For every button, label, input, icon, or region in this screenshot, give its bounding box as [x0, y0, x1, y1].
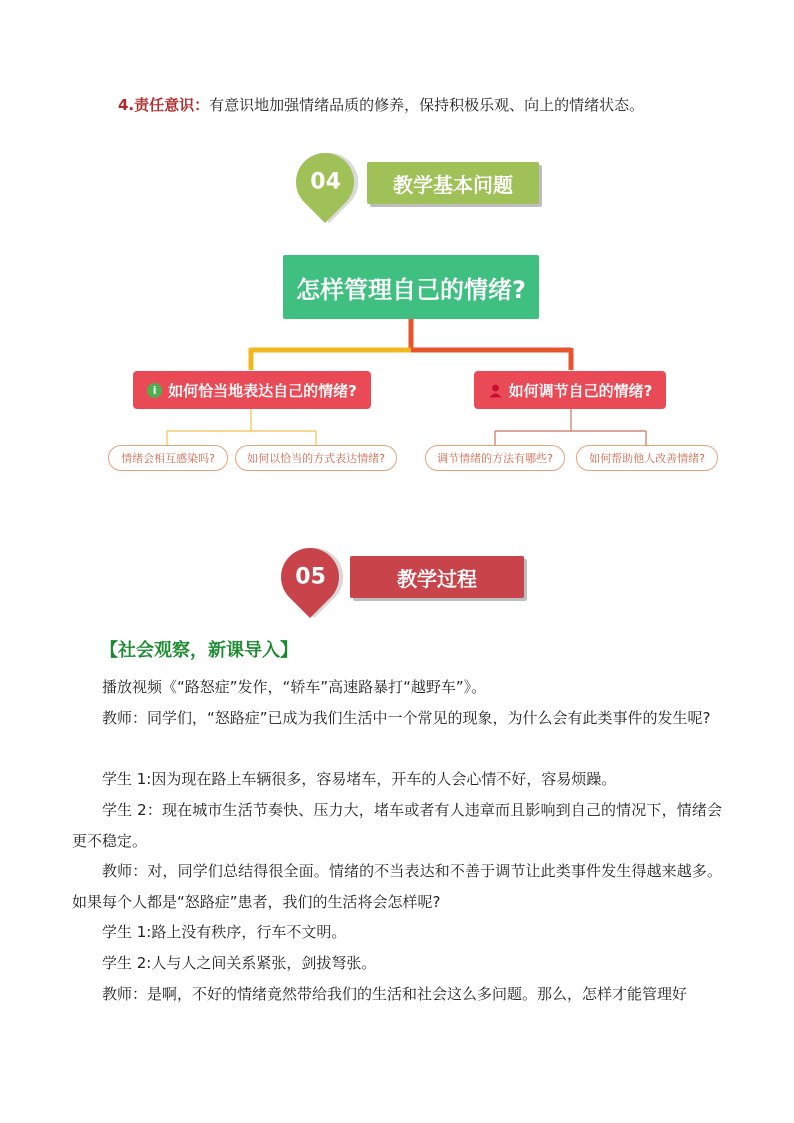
process-paragraph: 学生 1:因为现在路上车辆很多，容易堵车，开车的人会心情不好，容易烦躁。: [102, 770, 617, 788]
objective-label: 4.责任意识：: [118, 96, 210, 114]
sub-question-left: [133, 371, 371, 409]
process-paragraph: 播放视频《“路怒症”发作，“轿车”高速路暴打“越野车”》。: [102, 678, 487, 696]
child-question-text: 如何以恰当的方式表达情绪?: [247, 452, 385, 465]
section-number-badge: [269, 536, 351, 618]
person-icon: [488, 383, 503, 398]
child-question-text: 调节情绪的方法有哪些?: [437, 452, 553, 465]
process-paragraph: 教师：同学们，“怒路症”已成为我们生活中一个常见的现象，为什么会有此类事件的发生呢?: [102, 709, 711, 727]
section-number: 05: [294, 564, 326, 590]
mindmap-connectors: [0, 0, 794, 480]
child-question: [108, 445, 228, 471]
sub-question-right-text: 如何调节自己的情绪?: [508, 381, 653, 400]
section-title-badge: [350, 556, 524, 598]
child-question-text: 情绪会相互感染吗?: [121, 452, 215, 465]
section-number: 04: [309, 169, 341, 195]
sub-question-left-text: 如何恰当地表达自己的情绪?: [168, 381, 357, 400]
process-paragraph: 学生 2：现在城市生活节奏快、压力大，堵车或者有人违章而且影响到自己的情况下，情绪会更不稳定。: [72, 801, 722, 850]
main-question: [283, 255, 539, 319]
section-title: 教学基本问题: [393, 172, 513, 197]
child-question: [425, 445, 565, 471]
objective-text: 有意识地加强情绪品质的修养，保持积极乐观、向上的情绪状态。: [209, 96, 645, 114]
process-paragraph: 学生 2:人与人之间关系紧张，剑拔弩张。: [102, 954, 377, 972]
process-heading: 【社会观察，新课导入】: [100, 640, 298, 661]
sub-question-right: [474, 371, 666, 409]
section-title: 教学过程: [397, 566, 477, 591]
main-question-text: 怎样管理自己的情绪?: [296, 275, 526, 304]
child-question-text: 如何帮助他人改善情绪?: [589, 452, 705, 465]
process-paragraph: 教师：对，同学们总结得很全面。情绪的不当表达和不善于调节让此类事件发生得越来越多。如果每个人都是“怒路症”患者，我们的生活将会怎样呢?: [72, 862, 722, 911]
child-question: [576, 445, 718, 471]
info-icon: i: [147, 383, 162, 398]
process-paragraph: 教师：是啊，不好的情绪竟然带给我们的生活和社会这么多问题。那么，怎样才能管理好: [102, 985, 688, 1003]
process-paragraph: 学生 1:路上没有秩序，行车不文明。: [102, 923, 347, 941]
child-question: [235, 445, 397, 471]
